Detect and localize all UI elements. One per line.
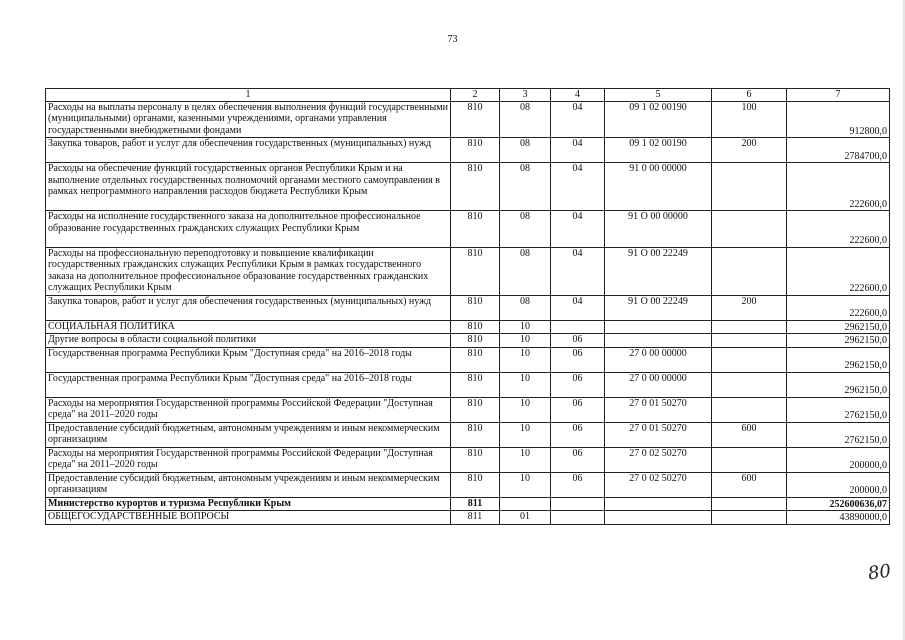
row-code-section: 10 [500, 372, 551, 397]
row-description: Закупка товаров, работ и услуг для обеспечения государственных (муниципальных) нужд [46, 138, 451, 163]
row-description: Расходы на мероприятия Государственной программы Российской Федерации "Доступная среда" на 2011–2020 годы [46, 447, 451, 472]
row-code-subsection: 06 [551, 334, 605, 348]
row-description: Закупка товаров, работ и услуг для обеспечения государственных (муниципальных) нужд [46, 295, 451, 320]
row-amount: 2962150,0 [787, 347, 890, 372]
row-code-ministry: 810 [451, 163, 500, 211]
row-code-section: 08 [500, 247, 551, 295]
row-code-target [605, 497, 712, 511]
row-code-section [500, 497, 551, 511]
row-code-subsection [551, 320, 605, 334]
row-code-subsection: 06 [551, 347, 605, 372]
row-code-subsection: 06 [551, 422, 605, 447]
row-code-subsection: 04 [551, 211, 605, 248]
row-code-subsection: 04 [551, 247, 605, 295]
row-code-subsection: 06 [551, 397, 605, 422]
row-description: СОЦИАЛЬНАЯ ПОЛИТИКА [46, 320, 451, 334]
row-code-section: 10 [500, 347, 551, 372]
row-code-subsection: 04 [551, 163, 605, 211]
header-cell: 4 [551, 89, 605, 102]
row-code-expense-type [712, 334, 787, 348]
row-code-subsection: 04 [551, 101, 605, 138]
row-description: Расходы на выплаты персоналу в целях обеспечения выполнения функций государственными (муниципальными) органами, казенными учреждениями, органами управления государственными внебюджетными фондами [46, 101, 451, 138]
header-cell: 7 [787, 89, 890, 102]
table-row [46, 334, 890, 348]
row-code-section: 08 [500, 138, 551, 163]
row-code-ministry: 810 [451, 422, 500, 447]
row-code-target [605, 511, 712, 525]
row-code-ministry: 810 [451, 247, 500, 295]
row-description: Министерство курортов и туризма Республики Крым [46, 497, 451, 511]
table-row [46, 211, 890, 248]
row-code-subsection [551, 497, 605, 511]
header-cell: 6 [712, 89, 787, 102]
row-amount: 222600,0 [787, 211, 890, 248]
row-code-section: 08 [500, 211, 551, 248]
row-description: Предоставление субсидий бюджетным, автономным учреждениям и иным некоммерческим организациям [46, 472, 451, 497]
row-code-target [605, 334, 712, 348]
row-description: Расходы на обеспечение функций государственных органов Республики Крым и на выполнение отдельных государственных полномочий органами местного самоуправления в рамках непрограммного направления расходов бюджета Республики Крым [46, 163, 451, 211]
row-code-expense-type [712, 511, 787, 525]
row-code-expense-type: 200 [712, 138, 787, 163]
row-description: ОБЩЕГОСУДАРСТВЕННЫЕ ВОПРОСЫ [46, 511, 451, 525]
row-code-target: 27 0 01 50270 [605, 397, 712, 422]
row-amount: 2762150,0 [787, 422, 890, 447]
row-code-target: 09 1 02 00190 [605, 138, 712, 163]
row-amount: 2962150,0 [787, 372, 890, 397]
row-code-ministry: 810 [451, 334, 500, 348]
row-code-expense-type [712, 247, 787, 295]
row-description: Предоставление субсидий бюджетным, автономным учреждениям и иным некоммерческим организациям [46, 422, 451, 447]
row-code-ministry: 810 [451, 138, 500, 163]
row-code-ministry: 810 [451, 101, 500, 138]
table-row [46, 347, 890, 372]
row-code-ministry: 810 [451, 320, 500, 334]
table-row [46, 247, 890, 295]
row-code-expense-type [712, 372, 787, 397]
row-amount: 222600,0 [787, 163, 890, 211]
row-code-target: 27 0 00 00000 [605, 347, 712, 372]
row-code-ministry: 811 [451, 511, 500, 525]
row-code-target: 91 О 00 22249 [605, 295, 712, 320]
table-row [46, 422, 890, 447]
row-code-expense-type [712, 347, 787, 372]
header-cell: 2 [451, 89, 500, 102]
row-description: Расходы на профессиональную переподготовку и повышение квалификации государственных гражданских служащих Республики Крым в рамках государственного заказа на дополнительное профессиональное образование государственных гражданских служащих Республики Крым [46, 247, 451, 295]
row-code-subsection [551, 511, 605, 525]
row-amount: 2962150,0 [787, 334, 890, 348]
row-code-expense-type [712, 163, 787, 211]
row-code-expense-type: 200 [712, 295, 787, 320]
row-code-target: 91 О 00 00000 [605, 211, 712, 248]
row-code-expense-type [712, 211, 787, 248]
row-code-target: 91 0 00 00000 [605, 163, 712, 211]
table-row [46, 138, 890, 163]
row-amount: 2762150,0 [787, 397, 890, 422]
row-code-target: 27 0 02 50270 [605, 472, 712, 497]
row-code-ministry: 810 [451, 211, 500, 248]
row-code-expense-type: 100 [712, 101, 787, 138]
row-code-section: 10 [500, 320, 551, 334]
row-code-section: 08 [500, 101, 551, 138]
row-code-subsection: 06 [551, 472, 605, 497]
header-cell: 5 [605, 89, 712, 102]
row-code-expense-type: 600 [712, 422, 787, 447]
row-amount: 2962150,0 [787, 320, 890, 334]
row-code-target [605, 320, 712, 334]
row-code-ministry: 810 [451, 472, 500, 497]
budget-table [45, 88, 890, 525]
table-row [46, 497, 890, 511]
row-code-ministry: 810 [451, 347, 500, 372]
row-amount: 200000,0 [787, 447, 890, 472]
table-row [46, 472, 890, 497]
table-row [46, 101, 890, 138]
row-description: Расходы на мероприятия Государственной программы Российской Федерации "Доступная среда" на 2011–2020 годы [46, 397, 451, 422]
row-description: Государственная программа Республики Крым "Доступная среда" на 2016–2018 годы [46, 347, 451, 372]
row-description: Государственная программа Республики Крым "Доступная среда" на 2016–2018 годы [46, 372, 451, 397]
row-amount: 222600,0 [787, 295, 890, 320]
row-code-subsection: 06 [551, 447, 605, 472]
handwritten-note: 80 [866, 560, 893, 585]
row-code-ministry: 810 [451, 372, 500, 397]
row-amount: 222600,0 [787, 247, 890, 295]
row-code-section: 10 [500, 472, 551, 497]
row-code-ministry: 810 [451, 447, 500, 472]
row-code-section: 10 [500, 447, 551, 472]
row-code-target: 27 0 01 50270 [605, 422, 712, 447]
row-amount: 200000,0 [787, 472, 890, 497]
row-amount: 912800,0 [787, 101, 890, 138]
row-description: Другие вопросы в области социальной политики [46, 334, 451, 348]
header-cell: 1 [46, 89, 451, 102]
row-code-expense-type [712, 497, 787, 511]
table-header-row [46, 89, 890, 102]
row-amount: 252600636,07 [787, 497, 890, 511]
row-code-expense-type [712, 320, 787, 334]
row-code-target: 09 1 02 00190 [605, 101, 712, 138]
table-row [46, 397, 890, 422]
row-code-target: 91 О 00 22249 [605, 247, 712, 295]
row-amount: 2784700,0 [787, 138, 890, 163]
table-row [46, 372, 890, 397]
row-code-expense-type [712, 447, 787, 472]
page-number: 73 [447, 34, 458, 45]
row-code-target: 27 0 00 00000 [605, 372, 712, 397]
table-row [46, 447, 890, 472]
table-row [46, 511, 890, 525]
row-code-ministry: 810 [451, 397, 500, 422]
row-code-ministry: 810 [451, 295, 500, 320]
row-code-subsection: 04 [551, 138, 605, 163]
row-code-section: 08 [500, 163, 551, 211]
row-code-section: 01 [500, 511, 551, 525]
row-code-target: 27 0 02 50270 [605, 447, 712, 472]
row-code-subsection: 06 [551, 372, 605, 397]
row-code-subsection: 04 [551, 295, 605, 320]
row-amount: 43890000,0 [787, 511, 890, 525]
row-code-section: 10 [500, 422, 551, 447]
row-code-section: 10 [500, 397, 551, 422]
table-row [46, 163, 890, 211]
row-description: Расходы на исполнение государственного заказа на дополнительное профессиональное образование государственных гражданских служащих Республики Крым [46, 211, 451, 248]
header-cell: 3 [500, 89, 551, 102]
row-code-expense-type [712, 397, 787, 422]
row-code-ministry: 811 [451, 497, 500, 511]
row-code-expense-type: 600 [712, 472, 787, 497]
table-row [46, 320, 890, 334]
row-code-section: 10 [500, 334, 551, 348]
table-row [46, 295, 890, 320]
row-code-section: 08 [500, 295, 551, 320]
